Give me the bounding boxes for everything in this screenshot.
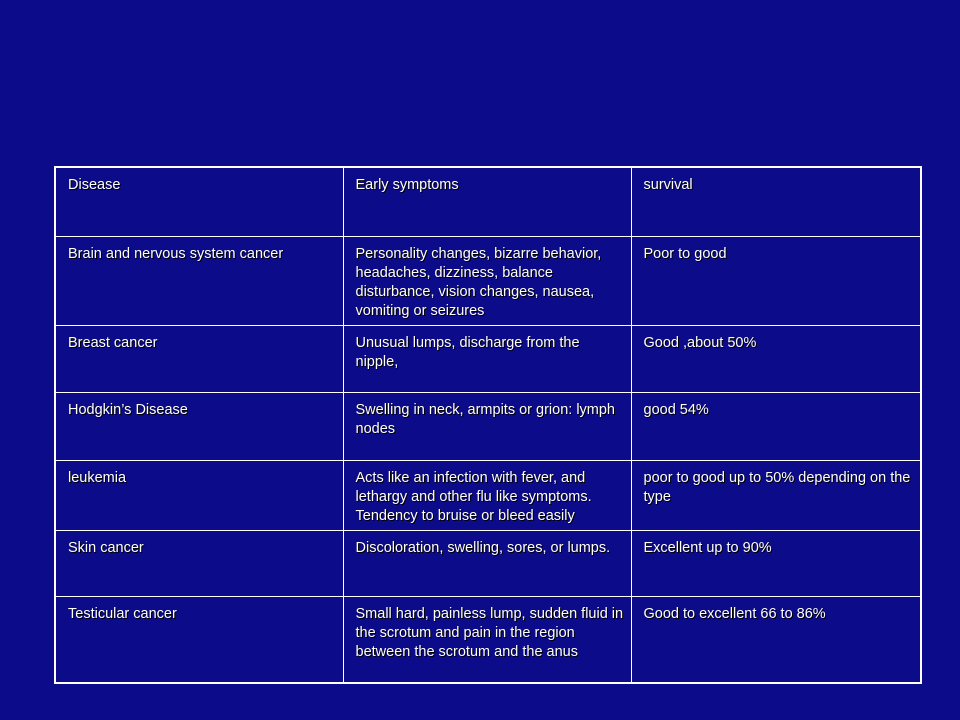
survival-cell: poor to good up to 50% depending on the type (631, 460, 921, 530)
disease-cell: Skin cancer (55, 530, 343, 596)
symptoms-cell: Discoloration, swelling, sores, or lumps. (343, 530, 631, 596)
table-row (55, 325, 921, 392)
header-survival: survival (631, 167, 921, 236)
symptoms-cell: Acts like an infection with fever, and lethargy and other flu like symptoms. Tendency to bruise or bleed easily (343, 460, 631, 530)
survival-cell: Poor to good (631, 236, 921, 325)
table-header-row (55, 167, 921, 236)
survival-cell: Good ,about 50% (631, 325, 921, 392)
disease-cell: Brain and nervous system cancer (55, 236, 343, 325)
symptoms-cell: Unusual lumps, discharge from the nipple, (343, 325, 631, 392)
header-early-symptoms: Early symptoms (343, 167, 631, 236)
cancer-survival-table (54, 166, 922, 684)
survival-cell: good 54% (631, 392, 921, 460)
table-row (55, 596, 921, 683)
survival-cell: Excellent up to 90% (631, 530, 921, 596)
table-row (55, 236, 921, 325)
survival-cell: Good to excellent 66 to 86% (631, 596, 921, 683)
table-row (55, 392, 921, 460)
symptoms-cell: Swelling in neck, armpits or grion: lymph nodes (343, 392, 631, 460)
table-row (55, 460, 921, 530)
disease-cell: Testicular cancer (55, 596, 343, 683)
disease-cell: leukemia (55, 460, 343, 530)
symptoms-cell: Personality changes, bizarre behavior, headaches, dizziness, balance disturbance, vision changes, nausea, vomiting or seizures (343, 236, 631, 325)
header-disease: Disease (55, 167, 343, 236)
disease-cell: Breast cancer (55, 325, 343, 392)
table-row (55, 530, 921, 596)
symptoms-cell: Small hard, painless lump, sudden fluid in the scrotum and pain in the region between the scrotum and the anus (343, 596, 631, 683)
disease-cell: Hodgkin’s Disease (55, 392, 343, 460)
